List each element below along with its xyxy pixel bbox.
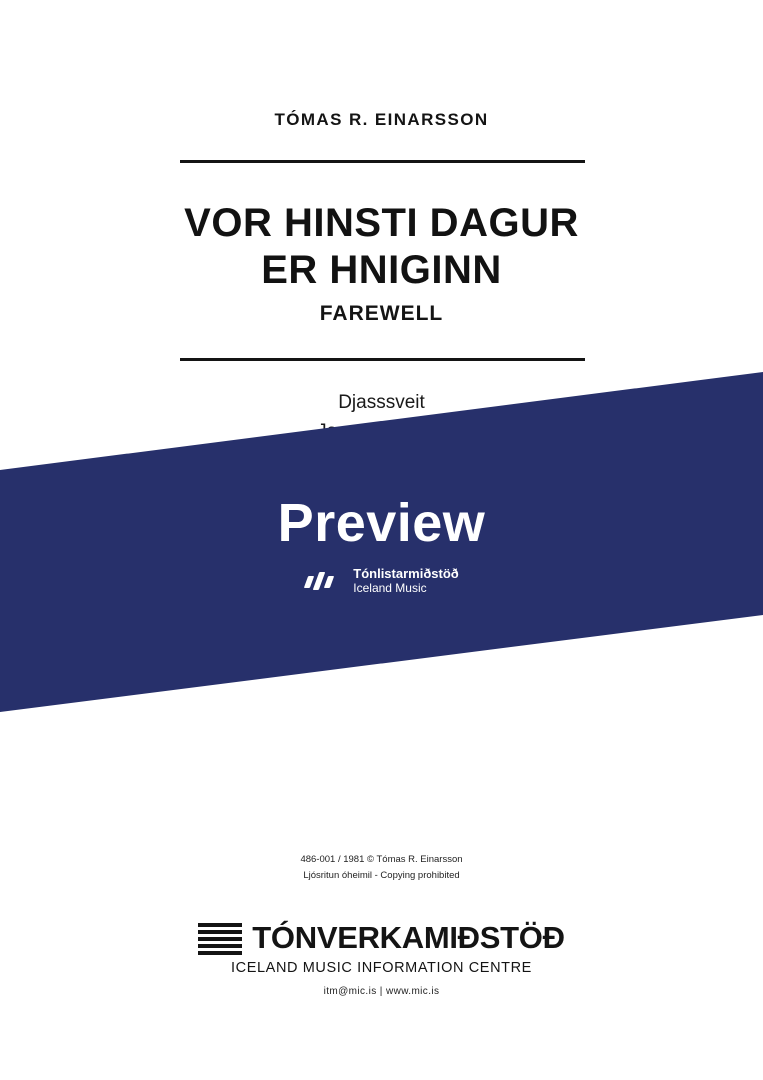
composer-name: TÓMAS R. EINARSSON: [274, 110, 489, 129]
copyright-line-2: Ljósritun óheimil - Copying prohibited: [303, 870, 460, 881]
music-centre-mark-icon: [304, 568, 344, 594]
page-title: [0, 200, 763, 294]
watermark-logo-text: [353, 566, 458, 596]
preview-label: Preview: [277, 493, 486, 553]
watermark-logo: [0, 566, 763, 596]
staff-lines-icon: [198, 921, 242, 955]
title-line-1: VOR HINSTI DAGUR: [184, 201, 579, 245]
brand-contact: itm@mic.is | www.mic.is: [323, 986, 440, 997]
copyright-block: [0, 852, 763, 884]
footer-logo: [0, 920, 763, 956]
ensemble-icelandic: Djasssveit: [338, 392, 425, 413]
title-line-2: ER HNIGINN: [261, 248, 502, 292]
copyright-line-1: 486-001 / 1981 © Tómas R. Einarsson: [300, 854, 463, 865]
watermark-logo-line-1: Tónlistarmiðstöð: [353, 566, 459, 581]
title-rule-top: [180, 160, 585, 163]
page-subtitle: FAREWELL: [319, 302, 444, 325]
watermark-logo-line-2: Iceland Music: [353, 581, 427, 595]
brand-subtitle: ICELAND MUSIC INFORMATION CENTRE: [231, 960, 532, 976]
brand-name: TÓNVERKAMIÐSTÖÐ: [252, 920, 565, 955]
title-rule-bottom: [180, 358, 585, 361]
